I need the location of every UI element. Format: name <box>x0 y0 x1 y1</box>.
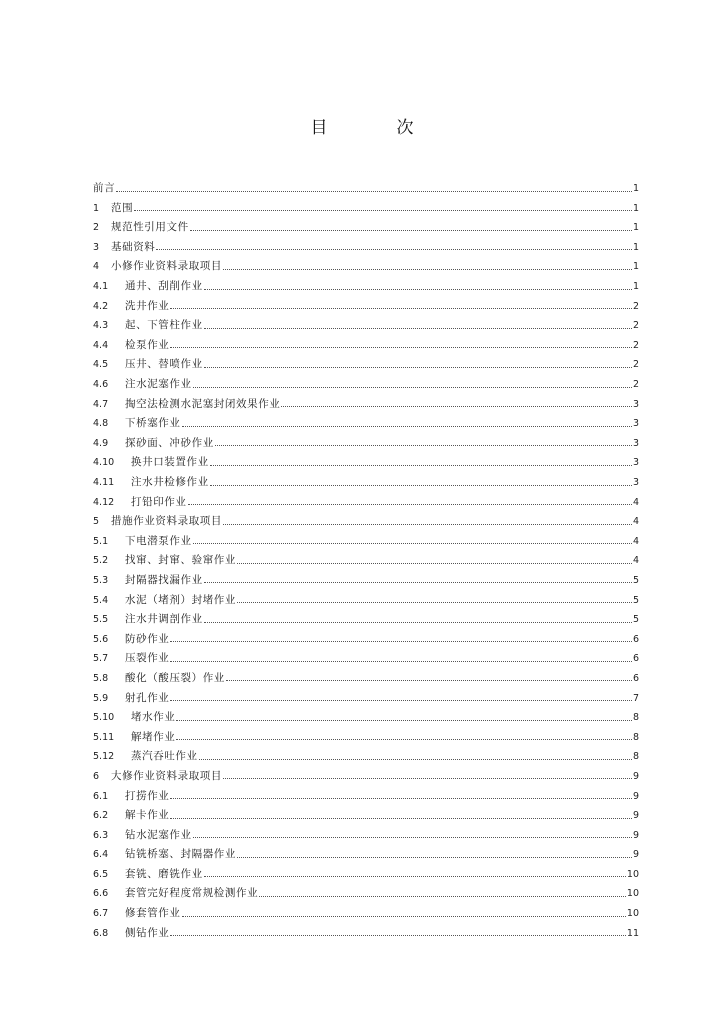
toc-entry[interactable] <box>93 488 639 508</box>
toc-entry-number: 4.3 <box>93 320 109 332</box>
toc-entry-title: 防砂作业 <box>125 632 170 645</box>
toc-entry[interactable] <box>93 644 639 664</box>
toc-entry-page-number: 9 <box>632 770 639 782</box>
toc-entry-title: 打铅印作业 <box>131 495 187 508</box>
toc-entry-number: 5.2 <box>93 555 109 567</box>
toc-dot-leader <box>170 935 626 936</box>
toc-entry[interactable] <box>93 311 639 331</box>
toc-entry-number: 5.10 <box>93 712 115 724</box>
toc-entry-page-number: 9 <box>632 829 639 841</box>
toc-entry-title: 钻水泥塞作业 <box>125 828 192 841</box>
toc-entry-number: 5.4 <box>93 594 109 606</box>
toc-entry-page-number: 6 <box>632 653 639 665</box>
toc-entry[interactable] <box>93 272 639 292</box>
toc-entry-page-number: 4 <box>632 535 639 547</box>
toc-entry-number: 5.12 <box>93 751 115 763</box>
toc-entry-page-number: 10 <box>626 868 639 880</box>
toc-entry-title: 修套管作业 <box>125 907 181 920</box>
toc-dot-leader <box>176 739 632 740</box>
toc-entry[interactable] <box>93 252 639 272</box>
toc-dot-leader <box>190 230 632 231</box>
toc-entry[interactable] <box>93 194 639 214</box>
toc-entry-title: 压裂作业 <box>125 652 170 665</box>
toc-entry-page-number: 4 <box>632 516 639 528</box>
toc-entry-number: 3 <box>93 241 100 253</box>
toc-entry-title: 打捞作业 <box>125 789 170 802</box>
toc-entry-number: 5.6 <box>93 633 109 645</box>
toc-entry-number: 6.3 <box>93 829 109 841</box>
toc-entry[interactable] <box>93 468 639 488</box>
toc-entry-page-number: 8 <box>632 731 639 743</box>
toc-entry-title: 套管完好程度常规检测作业 <box>125 887 259 900</box>
toc-entry[interactable] <box>93 448 639 468</box>
toc-entry[interactable] <box>93 174 639 194</box>
toc-entry-title: 起、下管柱作业 <box>125 319 203 332</box>
toc-entry-title: 措施作业资料录取项目 <box>111 515 222 528</box>
toc-entry-title: 注水泥塞作业 <box>125 378 192 391</box>
toc-entry-number: 6.2 <box>93 810 109 822</box>
toc-dot-leader <box>134 210 632 211</box>
toc-entry-page-number: 11 <box>626 927 639 939</box>
toc-entry-number: 6.4 <box>93 849 109 861</box>
toc-entry-page-number: 2 <box>632 339 639 351</box>
toc-entry-number: 5.1 <box>93 535 109 547</box>
toc-dot-leader <box>223 778 632 779</box>
toc-dot-leader <box>156 249 632 250</box>
toc-entry-page-number: 1 <box>632 222 639 234</box>
toc-entry-number: 4.11 <box>93 477 115 488</box>
toc-entry-page-number: 8 <box>632 751 639 763</box>
toc-dot-leader <box>116 191 632 192</box>
toc-dot-leader <box>170 818 632 819</box>
toc-entry[interactable] <box>93 781 639 801</box>
toc-entry[interactable] <box>93 821 639 841</box>
toc-dot-leader <box>204 876 626 877</box>
toc-entry-page-number: 5 <box>632 594 639 606</box>
toc-entry-page-number: 3 <box>632 398 639 410</box>
toc-entry-number: 4.2 <box>93 300 109 312</box>
toc-entry-page-number: 1 <box>632 183 639 195</box>
toc-entry-title: 换井口装置作业 <box>131 456 209 469</box>
toc-dot-leader <box>204 582 632 583</box>
toc-entry-number: 6.7 <box>93 908 109 920</box>
toc-entry[interactable] <box>93 292 639 312</box>
toc-entry-title: 下桥塞作业 <box>125 417 181 430</box>
toc-entry-page-number: 7 <box>632 692 639 704</box>
toc-entry-page-number: 3 <box>632 457 639 469</box>
toc-dot-leader <box>170 641 632 642</box>
toc-dot-leader <box>170 798 632 799</box>
toc-entry-number: 6 <box>93 770 100 782</box>
toc-dot-leader <box>204 622 632 623</box>
toc-entry-title: 蒸汽吞吐作业 <box>131 750 198 763</box>
toc-entry-title: 探砂面、冲砂作业 <box>125 436 214 449</box>
toc-entry-page-number: 3 <box>632 418 639 430</box>
toc-entry-number: 6.1 <box>93 790 109 802</box>
toc-entry-page-number: 6 <box>632 633 639 645</box>
toc-entry-number: 4.5 <box>93 359 109 371</box>
toc-entry-title: 基础资料 <box>111 240 156 253</box>
toc-entry-page-number: 10 <box>626 888 639 900</box>
toc-entry-title: 钻铣桥塞、封隔器作业 <box>125 848 236 861</box>
toc-entry-page-number: 4 <box>632 555 639 567</box>
toc-entry-number: 4.9 <box>93 437 109 449</box>
toc-entry-title: 大修作业资料录取项目 <box>111 769 222 782</box>
toc-entry-number: 5.11 <box>93 731 115 743</box>
toc-entry[interactable] <box>93 350 639 370</box>
toc-dot-leader <box>237 602 632 603</box>
toc-entry-number: 4.6 <box>93 379 109 391</box>
toc-entry-title: 规范性引用文件 <box>111 221 189 234</box>
toc-dot-leader <box>237 857 632 858</box>
toc-entry-number: 5.9 <box>93 692 109 704</box>
page-title: 目 次 <box>310 118 440 138</box>
toc-entry-title: 掏空法检测水泥塞封闭效果作业 <box>125 397 281 410</box>
toc-entry-page-number: 10 <box>626 908 639 920</box>
toc-entry-number: 2 <box>93 222 100 234</box>
toc-entry[interactable] <box>93 899 639 919</box>
toc-entry-number: 4.7 <box>93 398 109 410</box>
toc-entry-number: 6.5 <box>93 868 109 880</box>
toc-entry-page-number: 1 <box>632 241 639 253</box>
toc-entry-number: 4.10 <box>93 457 115 469</box>
toc-entry-title: 堵水作业 <box>131 711 176 724</box>
toc-dot-leader <box>199 759 632 760</box>
toc-entry-number: 1 <box>93 202 100 214</box>
toc-entry-page-number: 6 <box>632 672 639 684</box>
toc-dot-leader <box>170 347 632 348</box>
toc-entry[interactable] <box>93 860 639 880</box>
toc-entry-title: 通井、刮削作业 <box>125 280 203 293</box>
toc-entry-number: 5 <box>93 516 100 528</box>
toc-entry[interactable] <box>93 409 639 429</box>
toc-entry-number: 4 <box>93 261 100 273</box>
toc-dot-leader <box>223 524 632 525</box>
toc-entry-page-number: 9 <box>632 810 639 822</box>
toc-entry-page-number: 3 <box>632 477 639 488</box>
toc-entry[interactable] <box>93 233 639 253</box>
toc-entry-title: 洗井作业 <box>125 299 170 312</box>
toc-dot-leader <box>281 406 632 407</box>
toc-entry-page-number: 2 <box>632 320 639 332</box>
toc-entry[interactable] <box>93 703 639 723</box>
toc-entry-page-number: 9 <box>632 790 639 802</box>
toc-dot-leader <box>193 387 632 388</box>
toc-entry[interactable] <box>93 585 639 605</box>
toc-entry-title: 射孔作业 <box>125 691 170 704</box>
toc-dot-leader <box>204 328 632 329</box>
toc-entry[interactable] <box>93 429 639 449</box>
toc-dot-leader <box>210 465 632 466</box>
toc-entry-number: 4.1 <box>93 281 109 293</box>
toc-entry-title: 检泵作业 <box>125 338 170 351</box>
toc-entry-title: 压井、替喷作业 <box>125 358 203 371</box>
toc-entry[interactable] <box>93 527 639 547</box>
toc-entry-title: 注水井检修作业 <box>131 476 209 488</box>
toc-entry-page-number: 3 <box>632 437 639 449</box>
toc-entry-page-number: 1 <box>632 261 639 273</box>
toc-entry[interactable] <box>93 566 639 586</box>
toc-entry[interactable] <box>93 801 639 821</box>
toc-dot-leader <box>170 308 632 309</box>
toc-dot-leader <box>210 485 632 486</box>
toc-entry[interactable] <box>93 840 639 860</box>
toc-entry-page-number: 1 <box>632 281 639 293</box>
toc-entry-page-number: 2 <box>632 300 639 312</box>
toc-dot-leader <box>176 720 632 721</box>
toc-entry-page-number: 9 <box>632 849 639 861</box>
toc-entry-title: 套铣、磨铣作业 <box>125 867 203 880</box>
toc-dot-leader <box>170 661 632 662</box>
toc-entry[interactable] <box>93 683 639 703</box>
toc-entry-page-number: 1 <box>632 202 639 214</box>
toc-entry[interactable] <box>93 546 639 566</box>
toc-entry[interactable] <box>93 331 639 351</box>
toc-dot-leader <box>170 700 632 701</box>
toc-entry-number: 4.12 <box>93 496 115 508</box>
toc-entry-title: 封隔器找漏作业 <box>125 573 203 586</box>
toc-entry[interactable] <box>93 625 639 645</box>
toc-dot-leader <box>215 445 632 446</box>
toc-dot-leader <box>259 896 626 897</box>
toc-entry-title: 小修作业资料录取项目 <box>111 260 222 273</box>
toc-entry[interactable] <box>93 390 639 410</box>
toc-entry[interactable] <box>93 762 639 782</box>
toc-dot-leader <box>193 543 632 544</box>
toc-entry-title: 酸化（酸压裂）作业 <box>125 671 225 684</box>
toc-dot-leader <box>237 563 632 564</box>
toc-entry-page-number: 5 <box>632 574 639 586</box>
toc-entry-title: 找窜、封窜、验窜作业 <box>125 554 236 567</box>
toc-entry-title: 侧钻作业 <box>125 926 170 939</box>
toc-entry[interactable] <box>93 605 639 625</box>
toc-entry-number: 5.8 <box>93 672 109 684</box>
toc-entry[interactable] <box>93 507 639 527</box>
toc-entry-title: 前言 <box>93 182 116 195</box>
table-of-contents <box>93 174 639 938</box>
toc-entry[interactable] <box>93 919 639 939</box>
toc-dot-leader <box>223 269 632 270</box>
toc-dot-leader <box>193 837 632 838</box>
toc-entry-page-number: 8 <box>632 712 639 724</box>
toc-dot-leader <box>204 367 632 368</box>
toc-dot-leader <box>182 426 632 427</box>
toc-entry-number: 6.6 <box>93 888 109 900</box>
toc-entry-title: 下电潜泵作业 <box>125 534 192 547</box>
toc-entry-page-number: 4 <box>632 496 639 508</box>
toc-entry-page-number: 5 <box>632 614 639 626</box>
toc-entry-number: 5.7 <box>93 653 109 665</box>
toc-entry-number: 4.4 <box>93 339 109 351</box>
toc-entry-page-number: 2 <box>632 359 639 371</box>
toc-entry-title: 解卡作业 <box>125 809 170 822</box>
toc-entry-number: 4.8 <box>93 418 109 430</box>
toc-dot-leader <box>182 916 626 917</box>
toc-dot-leader <box>204 289 632 290</box>
toc-entry[interactable] <box>93 723 639 743</box>
toc-entry-title: 解堵作业 <box>131 730 176 743</box>
toc-dot-leader <box>188 504 632 505</box>
toc-entry[interactable] <box>93 742 639 762</box>
toc-entry-number: 5.5 <box>93 614 109 626</box>
toc-dot-leader <box>226 680 632 681</box>
toc-entry-number: 6.8 <box>93 927 109 939</box>
toc-entry[interactable] <box>93 370 639 390</box>
toc-entry-title: 注水井调剖作业 <box>125 613 203 626</box>
toc-entry[interactable] <box>93 213 639 233</box>
toc-entry-number: 5.3 <box>93 574 109 586</box>
toc-entry[interactable] <box>93 664 639 684</box>
toc-entry-title: 范围 <box>111 201 134 214</box>
toc-entry-page-number: 2 <box>632 379 639 391</box>
toc-entry[interactable] <box>93 879 639 899</box>
toc-entry-title: 水泥（堵剂）封堵作业 <box>125 593 236 606</box>
